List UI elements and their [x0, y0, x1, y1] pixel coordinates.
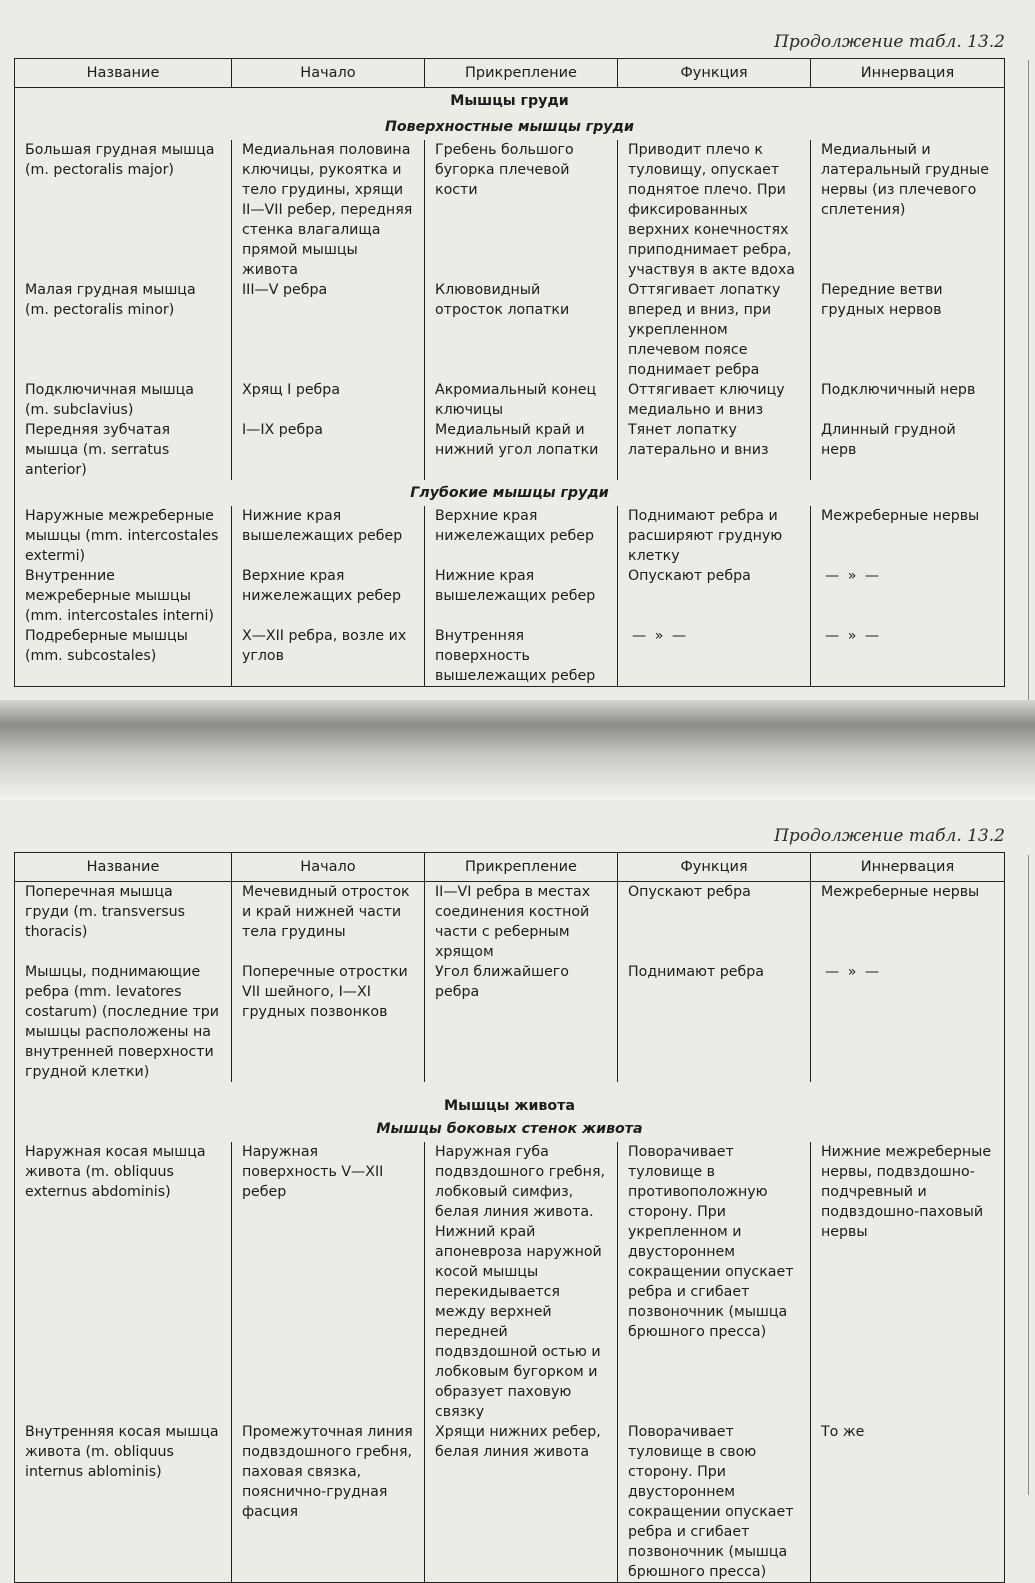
cell-function: Поворачивает туловище в противоположную сторону. При укрепленном и двустороннем сокращении опускает ребра и сгибает позвоночник (мышца брюшного пресса)	[618, 1142, 811, 1422]
cell-insertion: II—VI ребра в местах соединения костной части с реберным хрящом	[425, 882, 618, 963]
cell-function: Оттягивает лопатку вперед и вниз, при укрепленном плечевом поясе поднимает ребра	[618, 280, 811, 380]
cell-name: Подключичная мышца (m. subclavius)	[15, 380, 232, 420]
cell-innervation: Межреберные нервы	[811, 882, 1005, 963]
cell-origin: I—IX ребра	[232, 420, 425, 480]
subsection-row	[15, 480, 1005, 506]
cell-innervation: Подключичный нерв	[811, 380, 1005, 420]
table-row	[15, 506, 1005, 566]
cell-innervation: Межреберные нервы	[811, 506, 1005, 566]
subsection-title: Глубокие мышцы груди	[15, 480, 1005, 506]
table-row	[15, 380, 1005, 420]
cell-innervation: Длинный грудной нерв	[811, 420, 1005, 480]
cell-innervation: — » —	[811, 962, 1005, 1082]
header-name: Название	[15, 59, 232, 88]
header-row	[15, 853, 1005, 882]
cell-name: Внутренние межреберные мышцы (mm. intercostales interni)	[15, 566, 232, 626]
cell-name: Поперечная мышца груди (m. transversus thoracis)	[15, 882, 232, 963]
header-origin: Начало	[232, 59, 425, 88]
cell-function: Поднимают ребра	[618, 962, 811, 1082]
cell-innervation: — » —	[811, 626, 1005, 687]
header-row	[15, 59, 1005, 88]
cell-innervation: То же	[811, 1422, 1005, 1583]
cell-name: Малая грудная мышца (m. pectoralis minor)	[15, 280, 232, 380]
section-title: Мышцы груди	[15, 88, 1005, 115]
cell-insertion: Медиальный край и нижний угол лопатки	[425, 420, 618, 480]
table-caption: Продолжение табл. 13.2	[774, 826, 1005, 846]
cell-insertion: Клювовидный отросток лопатки	[425, 280, 618, 380]
cell-function: Опускают ребра	[618, 566, 811, 626]
header-function: Функция	[618, 59, 811, 88]
cell-insertion: Хрящи нижних ребер, белая линия живота	[425, 1422, 618, 1583]
table-row	[15, 280, 1005, 380]
cell-function: — » —	[618, 626, 811, 687]
cell-origin: III—V ребра	[232, 280, 425, 380]
subsection-title: Поверхностные мышцы груди	[15, 114, 1005, 140]
cell-insertion: Верхние края нижележащих ребер	[425, 506, 618, 566]
subsection-title: Мышцы боковых стенок живота	[15, 1116, 1005, 1142]
cell-origin: Поперечные отростки VII шейного, I—XI грудных позвонков	[232, 962, 425, 1082]
table-row	[15, 140, 1005, 280]
cell-origin: Наружная поверхность V—XII ребер	[232, 1142, 425, 1422]
cell-name: Наружная косая мышца живота (m. obliquus externus abdominis)	[15, 1142, 232, 1422]
cell-insertion: Угол ближайшего ребра	[425, 962, 618, 1082]
cell-origin: X—XII ребра, возле их углов	[232, 626, 425, 687]
table-row	[15, 882, 1005, 963]
cell-origin: Хрящ I ребра	[232, 380, 425, 420]
muscle-table-bottom	[14, 852, 1005, 1583]
cell-innervation: Медиальный и латеральный грудные нервы (из плечевого сплетения)	[811, 140, 1005, 280]
table-row	[15, 420, 1005, 480]
header-innervation: Иннервация	[811, 59, 1005, 88]
section-row	[15, 88, 1005, 115]
cell-name: Мышцы, поднимающие ребра (mm. levatores costarum) (последние три мышцы расположены на внутренней поверхности грудной клетки)	[15, 962, 232, 1082]
header-origin: Начало	[232, 853, 425, 882]
cell-name: Подреберные мышцы (mm. subcostales)	[15, 626, 232, 687]
table-caption: Продолжение табл. 13.2	[774, 32, 1005, 52]
header-insertion: Прикрепление	[425, 59, 618, 88]
subsection-row	[15, 114, 1005, 140]
cell-function: Опускают ребра	[618, 882, 811, 963]
cell-name: Внутренняя косая мышца живота (m. obliquus internus ablominis)	[15, 1422, 232, 1583]
bottom-page	[0, 800, 1035, 1580]
header-innervation: Иннервация	[811, 853, 1005, 882]
section-title: Мышцы живота	[15, 1082, 1005, 1116]
section-row	[15, 1082, 1005, 1116]
header-name: Название	[15, 853, 232, 882]
cell-name: Наружные межреберные мышцы (mm. intercostales extermi)	[15, 506, 232, 566]
cell-innervation: Передние ветви грудных нервов	[811, 280, 1005, 380]
muscle-table-top	[14, 58, 1005, 687]
cell-origin: Нижние края вышележащих ребер	[232, 506, 425, 566]
table-row	[15, 566, 1005, 626]
cell-function: Оттягивает ключицу медиально и вниз	[618, 380, 811, 420]
cell-function: Поворачивает туловище в свою сторону. При двустороннем сокращении опускает ребра и сгибает позвоночник (мышца брюшного пресса)	[618, 1422, 811, 1583]
cell-insertion: Внутренняя поверхность вышележащих ребер	[425, 626, 618, 687]
cell-insertion: Гребень большого бугорка плечевой кости	[425, 140, 618, 280]
cell-origin: Медиальная половина ключицы, рукоятка и тело грудины, хрящи II—VII ребер, передняя стенка влагалища прямой мышцы живота	[232, 140, 425, 280]
cell-insertion: Акромиальный конец ключицы	[425, 380, 618, 420]
cell-innervation: — » —	[811, 566, 1005, 626]
page-gap-shadow	[0, 700, 1035, 800]
cell-name: Большая грудная мышца (m. pectoralis major)	[15, 140, 232, 280]
cell-insertion: Наружная губа подвздошного гребня, лобковый симфиз, белая линия живота. Нижний край апоневроза наружной косой мышцы перекидывается между верхней передней подвздошной остью и лобковым бугорком и образует паховую связку	[425, 1142, 618, 1422]
table-row	[15, 962, 1005, 1082]
subsection-row	[15, 1116, 1005, 1142]
cell-function: Поднимают ребра и расширяют грудную клетку	[618, 506, 811, 566]
cell-function: Приводит плечо к туловищу, опускает поднятое плечо. При фиксированных верхних конечностях приподнимает ребра, участвуя в акте вдоха	[618, 140, 811, 280]
table-row	[15, 1422, 1005, 1583]
cell-insertion: Нижние края вышележащих ребер	[425, 566, 618, 626]
cell-innervation: Нижние межреберные нервы, подвздошно-подчревный и подвздошно-паховый нервы	[811, 1142, 1005, 1422]
header-function: Функция	[618, 853, 811, 882]
cell-origin: Верхние края нижележащих ребер	[232, 566, 425, 626]
top-page	[0, 0, 1035, 712]
cell-origin: Промежуточная линия подвздошного гребня, паховая связка, пояснично-грудная фасция	[232, 1422, 425, 1583]
cell-function: Тянет лопатку латерально и вниз	[618, 420, 811, 480]
table-row	[15, 626, 1005, 687]
header-insertion: Прикрепление	[425, 853, 618, 882]
cell-origin: Мечевидный отросток и край нижней части тела грудины	[232, 882, 425, 963]
cell-name: Передняя зубчатая мышца (m. serratus anterior)	[15, 420, 232, 480]
table-row	[15, 1142, 1005, 1422]
